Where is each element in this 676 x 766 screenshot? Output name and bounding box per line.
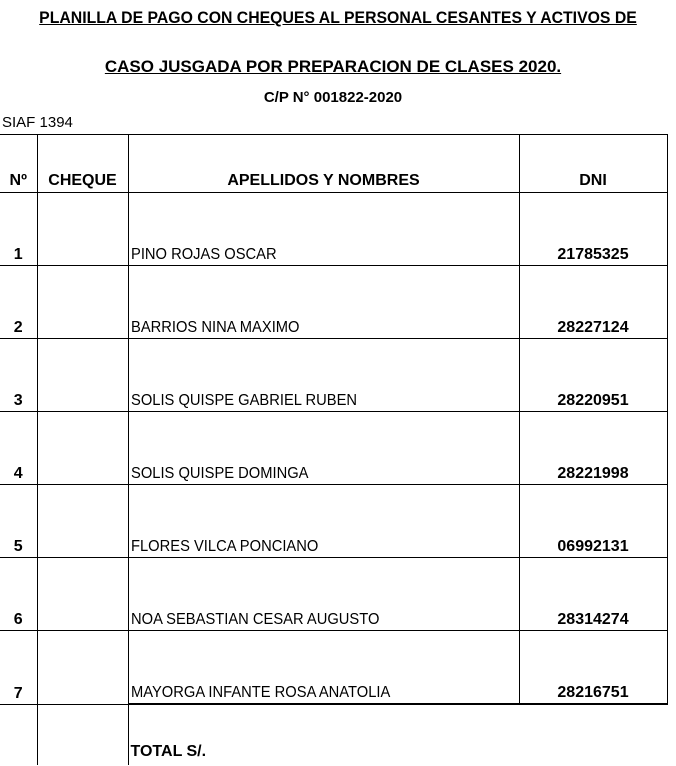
row-name [128, 193, 519, 266]
row-name [128, 339, 519, 412]
row-name-text: MAYORGA INFANTE ROSA ANATOLIA [130, 684, 390, 701]
row-number: 2 [0, 266, 37, 339]
row-name [128, 558, 519, 631]
row-cheque [37, 266, 128, 339]
row-name [128, 485, 519, 558]
row-name-text: SOLIS QUISPE GABRIEL RUBEN [130, 392, 357, 409]
row-dni: 06992131 [519, 485, 667, 558]
table-row [0, 412, 667, 485]
total-row-cheque [37, 704, 128, 765]
table-row [0, 193, 667, 266]
document-title-line-2: CASO JUSGADA POR PREPARACION DE CLASES 2020. [104, 57, 562, 76]
header-nombres: APELLIDOS Y NOMBRES [128, 135, 519, 193]
row-name-text: SOLIS QUISPE DOMINGA [130, 465, 309, 482]
row-name [128, 412, 519, 485]
row-dni: 28221998 [519, 412, 667, 485]
row-dni: 28227124 [519, 266, 667, 339]
table-row [0, 485, 667, 558]
row-cheque [37, 412, 128, 485]
row-number: 3 [0, 339, 37, 412]
row-number: 5 [0, 485, 37, 558]
table-row [0, 339, 667, 412]
row-cheque [37, 193, 128, 266]
row-cheque [37, 631, 128, 705]
row-number: 1 [0, 193, 37, 266]
row-dni: 21785325 [519, 193, 667, 266]
row-name-text: NOA SEBASTIAN CESAR AUGUSTO [130, 611, 379, 628]
document-title-line-1: PLANILLA DE PAGO CON CHEQUES AL PERSONAL CESANTES Y ACTIVOS DE [39, 8, 637, 27]
total-value [519, 704, 667, 765]
row-dni: 28220951 [519, 339, 667, 412]
table-row [0, 558, 667, 631]
row-number: 4 [0, 412, 37, 485]
total-label: TOTAL S/. [128, 704, 519, 765]
cp-number: C/P N° 001822-2020 [263, 89, 403, 106]
row-cheque [37, 558, 128, 631]
row-name-text: BARRIOS NINA MAXIMO [130, 319, 299, 336]
header-dni: DNI [519, 135, 667, 193]
row-name-text: FLORES VILCA PONCIANO [130, 538, 318, 555]
payment-table [0, 134, 668, 765]
row-cheque [37, 339, 128, 412]
total-row [0, 704, 667, 765]
row-dni: 28314274 [519, 558, 667, 631]
row-name [128, 266, 519, 339]
row-name [128, 631, 519, 705]
row-dni: 28216751 [519, 631, 667, 705]
total-row-no [0, 704, 37, 765]
table-row [0, 631, 667, 705]
table-row [0, 266, 667, 339]
row-number: 7 [0, 631, 37, 705]
table-header-row [0, 135, 667, 193]
header-no: Nº [0, 135, 37, 193]
header-cheque: CHEQUE [37, 135, 128, 193]
row-name-text: PINO ROJAS OSCAR [130, 246, 277, 263]
siaf-label: SIAF 1394 [2, 114, 73, 131]
row-cheque [37, 485, 128, 558]
row-number: 6 [0, 558, 37, 631]
